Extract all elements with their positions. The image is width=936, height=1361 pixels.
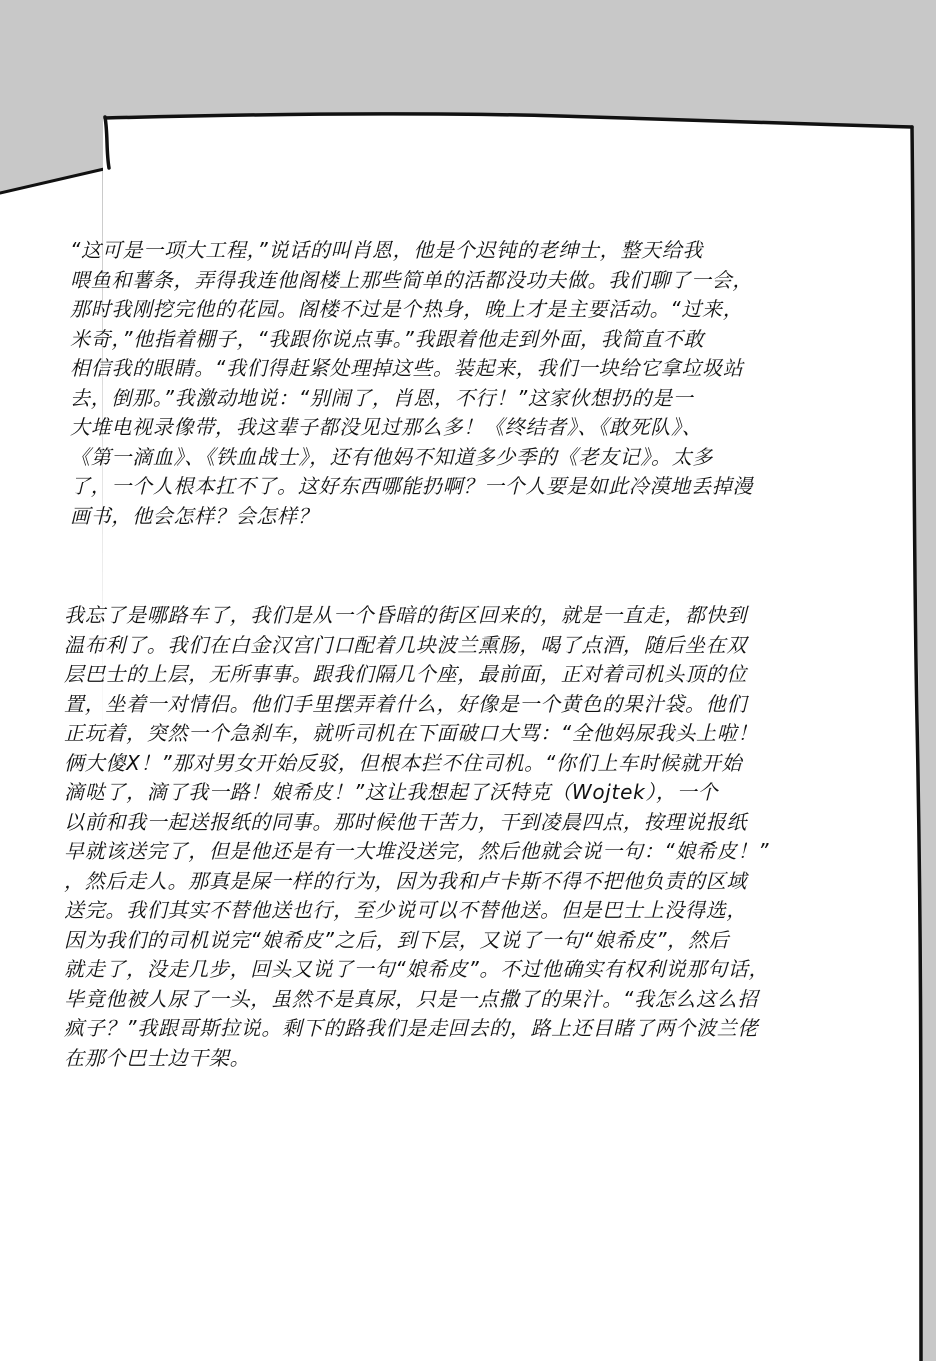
paragraph-1: “这可是一项大工程，”说话的叫肖恩，他是个迟钝的老绅士，整天给我 喂鱼和薯条，弄得我连他阁楼上那些简单的活都没功夫做。我们聊了一会， 那时我刚挖完他的花园。阁楼不过是个热身，晚上才是主要活动。“过来， 米奇，”他指着棚子，“我跟你说点事。”我跟着他走到外面，我简直不敢 相信我的眼睛。“我们得赶紧处理掉这些。装起来，我们一块给它拿垃圾站 去，倒那。”我激动地说：“别闹了，肖恩，不行！”这家伙想扔的是一 大堆电视录像带，我这辈子都没见过那么多！《终结者》、《敢死队》、 《第一滴血》、《铁血战士》，还有他妈不知道多少季的《老友记》。太多 了，一个人根本扛不了。这好东西哪能扔啊？一个人要是如此冷漠地丢掉漫 画书，他会怎样？会怎样？ xyxy=(70,238,754,528)
paragraph-2: 我忘了是哪路车了，我们是从一个昏暗的街区回来的，就是一直走，都快到 温布利了。我们在白金汉宫门口配着几块波兰熏肠，喝了点酒，随后坐在双 层巴士的上层，无所事事。跟我们隔几个座，最前面，正对着司机头顶的位 置，坐着一对情侣。他们手里摆弄着什么，好像是一个黄色的果汁袋。他们 正玩着，突然一个急刹车，就听司机在下面破口大骂：“全他妈尿我头上啦！ 俩大傻X！”那对男女开始反驳，但根本拦不住司机。“你们上车时候就开始 滴哒了，滴了我一路！娘希皮！”这让我想起了沃特克（Wojtek），一个 以前和我一起送报纸的同事。那时候他干苦力，干到凌晨四点，按理说报纸 早就该送完了，但是他还是有一大堆没送完，然后他就会说一句：“娘希皮！” ，然后走人。那真是屎一样的行为，因为我和卢卡斯不得不把他负责的区域 送完。我们其实不替他送也行，至少说可以不替他送。但是巴士上没得选， 因为我们的司机说完“娘希皮”之后，到下层，又说了一句“娘希皮”，然后 就走了，没走几步，回头又说了一句“娘希皮”。不过他确实有权利说那句话， 毕竟他被人尿了一头，虽然不是真尿，只是一点撒了的果汁。“我怎么这么招 疯子？”我跟哥斯拉说。剩下的路我们是走回去的，路上还目睹了两个波兰佬 在那个巴士边干架。 xyxy=(64,603,770,1070)
